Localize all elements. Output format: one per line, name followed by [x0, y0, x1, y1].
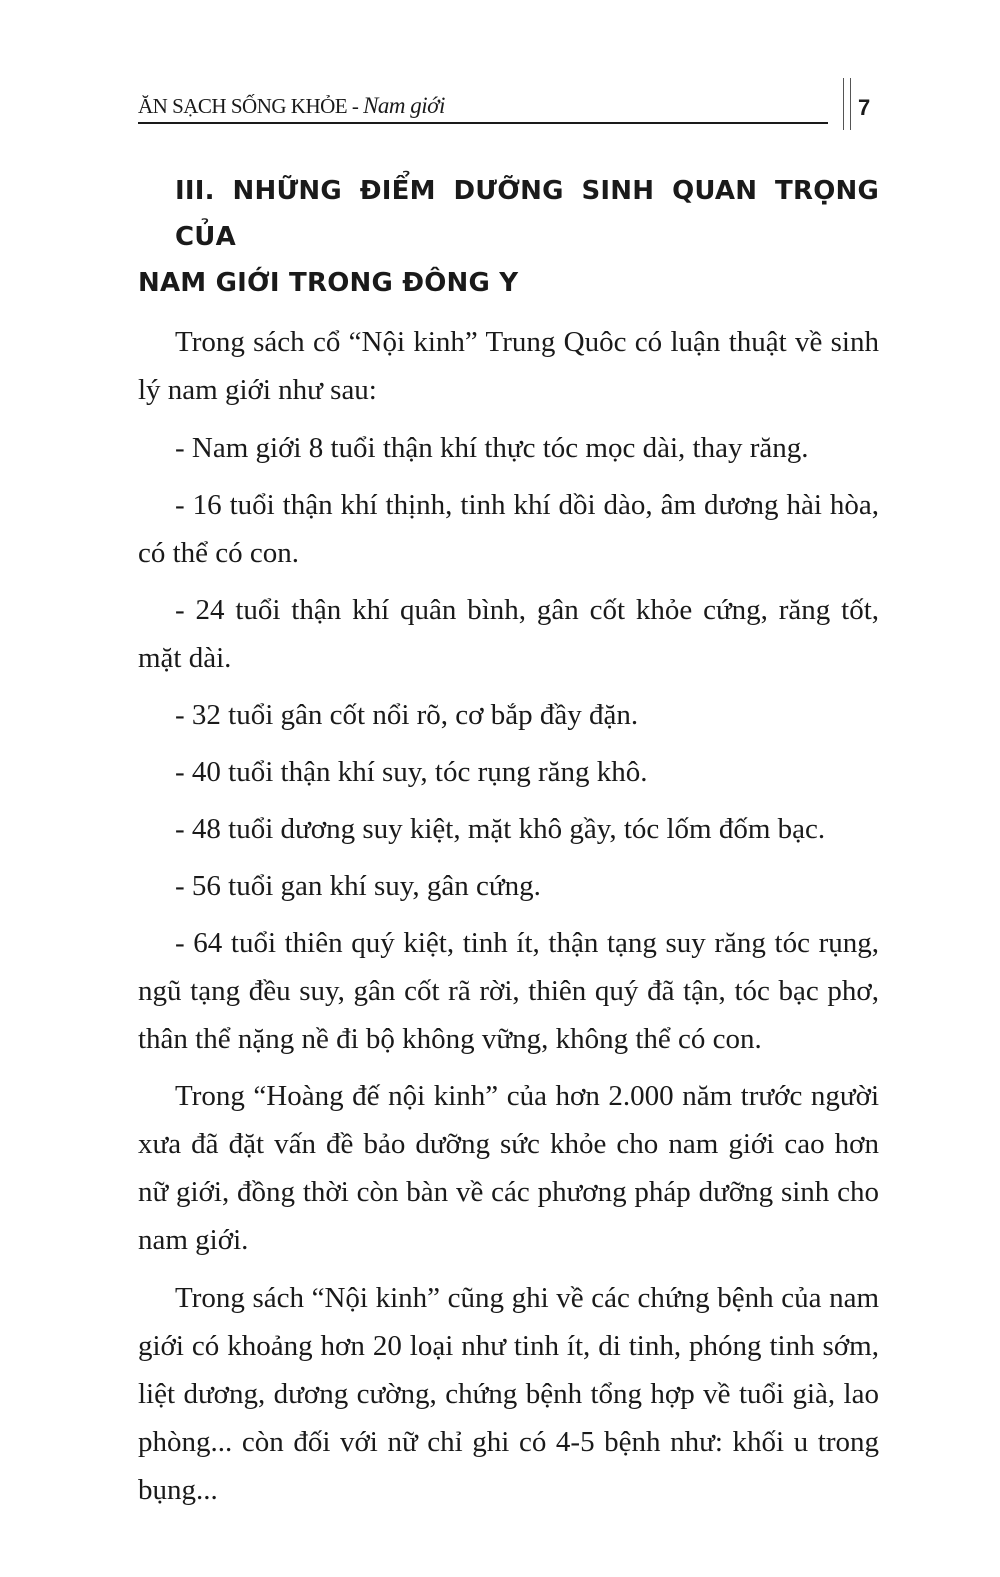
list-item-age-8: - Nam giới 8 tuổi thận khí thực tóc mọc dài, thay răng. [175, 432, 809, 464]
book-series-title: ĂN SẠCH SỐNG KHỎE - [138, 94, 364, 118]
list-item-age-56: - 56 tuổi gan khí suy, gân cứng. [175, 870, 541, 902]
list-item-age-48: - 48 tuổi dương suy kiệt, mặt khô gầy, tóc lốm đốm bạc. [175, 813, 826, 845]
running-header [138, 92, 828, 124]
page-number: 7 [858, 95, 871, 120]
paragraph-noi-kinh-diseases: Trong sách “Nội kinh” cũng ghi về các chứng bệnh của nam giới có khoảng hơn 20 loại như tinh ít, di tinh, phóng tinh sớm, liệt dương, dương cường, chứng bệnh tổng hợp về tuổi già, lao phòng... còn đối với nữ chỉ ghi có 4-5 bệnh như: khối u trong bụng... [138, 1282, 879, 1506]
list-item-age-16: - 16 tuổi thận khí thịnh, tinh khí dồi dào, âm dương hài hòa, có thể có con. [138, 489, 879, 569]
list-item-age-64: - 64 tuổi thiên quý kiệt, tinh ít, thận tạng suy răng tóc rụng, ngũ tạng đều suy, gân cốt rã rời, thiên quý đã tận, tóc bạc phơ, thân thể nặng nề đi bộ không vững, không thể có con. [138, 927, 879, 1055]
book-subtitle: Nam giới [363, 93, 445, 118]
paragraph-hoang-de-noi-kinh: Trong “Hoàng đế nội kinh” của hơn 2.000 năm trước người xưa đã đặt vấn đề bảo dưỡng sức khỏe cho nam giới cao hơn nữ giới, đồng thời còn bàn về các phương pháp dưỡng sinh cho nam giới. [138, 1080, 879, 1256]
list-item-age-40: - 40 tuổi thận khí suy, tóc rụng răng khô. [175, 756, 648, 788]
paragraph-intro: Trong sách cổ “Nội kinh” Trung Quôc có luận thuật về sinh lý nam giới như sau: [138, 326, 879, 406]
header-divider [843, 78, 851, 130]
book-title [138, 93, 445, 119]
list-item-age-32: - 32 tuổi gân cốt nổi rõ, cơ bắp đầy đặn. [175, 699, 639, 731]
page-body [138, 168, 879, 1524]
section-heading-line-2: NAM GIỚI TRONG ĐÔNG Y [138, 268, 519, 298]
list-item-age-24: - 24 tuổi thận khí quân bình, gân cốt khỏe cứng, răng tốt, mặt dài. [138, 594, 879, 674]
section-heading [138, 168, 879, 306]
section-heading-line-1: III. NHỮNG ĐIỂM DƯỠNG SINH QUAN TRỌNG CỦA [175, 176, 879, 252]
